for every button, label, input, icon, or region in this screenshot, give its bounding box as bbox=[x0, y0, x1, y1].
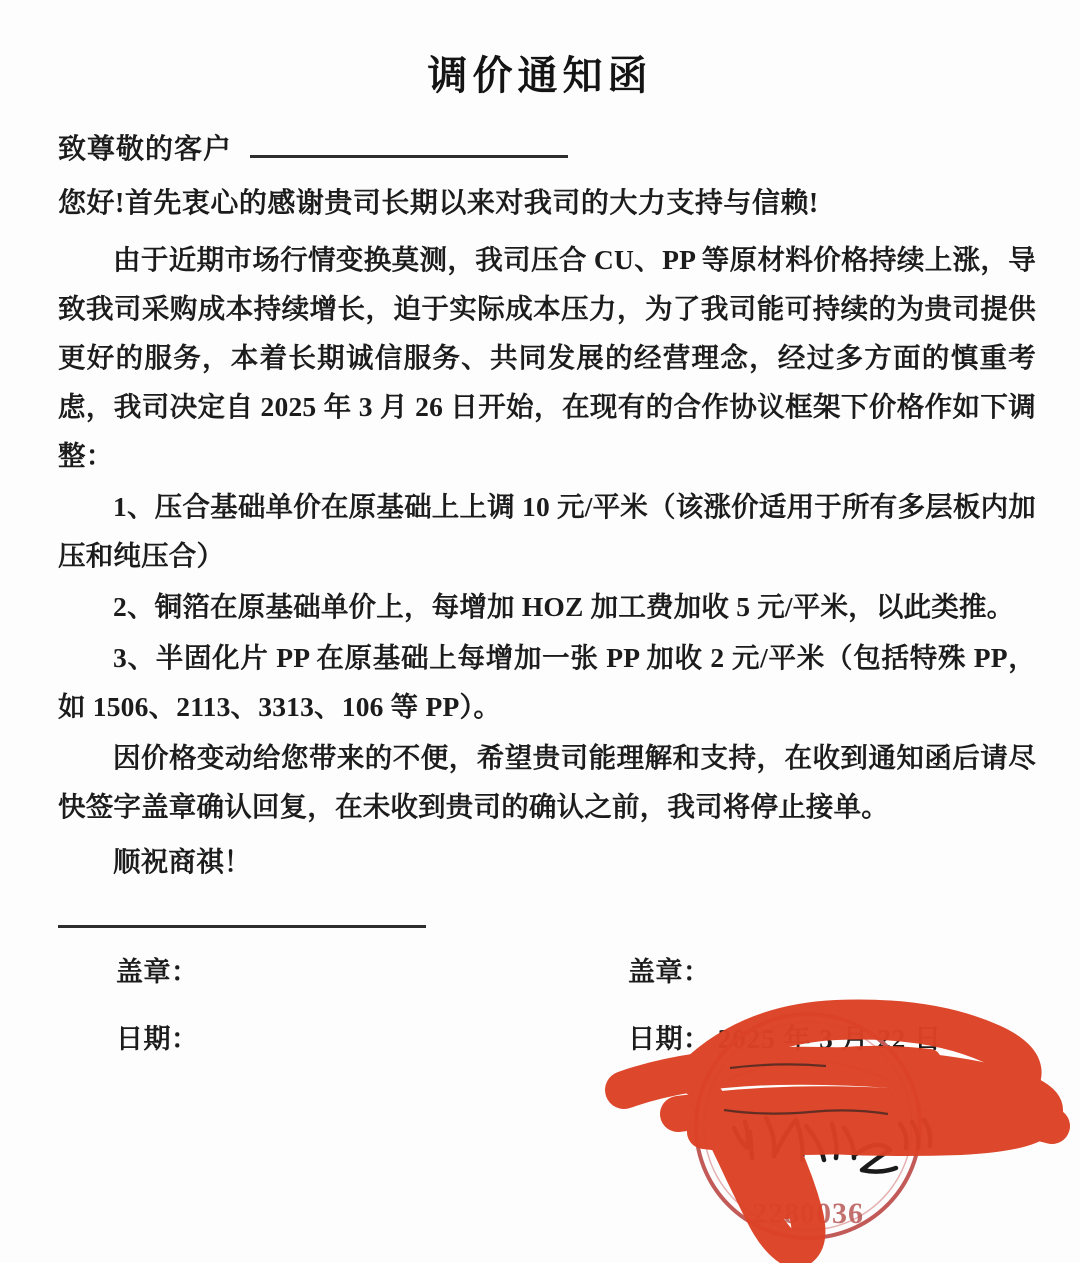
adjustment-item-1: 1、压合基础单价在原基础上上调 10 元/平米（该涨价适用于所有多层板内加压和纯压合） bbox=[58, 491, 1036, 571]
issuer-seal-row bbox=[628, 950, 1036, 989]
page-title: 调价通知函 bbox=[427, 53, 653, 98]
customer-seal-row bbox=[116, 950, 628, 989]
issuer-date-value: 2025 年 3 月 22 日 bbox=[717, 1023, 942, 1054]
svg-text:2280036: 2280036 bbox=[752, 1197, 864, 1230]
customer-date-row bbox=[116, 1017, 628, 1056]
seal-number-text bbox=[752, 1197, 864, 1230]
reason-paragraph: 由于近期市场行情变换莫测，我司压合 CU、PP 等原材料价格持续上涨，导致我司采购成本持续增长，迫于实际成本压力，为了我司能可持续的为贵司提供更好的服务，本着长期诚信服务、共同发展的经营理念，经过多方面的慎重考虑，我司决定自 2025 年 3 月 26 日开始，在现有的合作协议框架下价格作如下调整： bbox=[58, 244, 1036, 472]
signature-divider-rule bbox=[58, 925, 426, 928]
adjustment-item-3: 3、半固化片 PP 在原基础上每增加一张 PP 加收 2 元/平米（包括特殊 PP，如 1506、2113、3313、106 等 PP）。 bbox=[58, 641, 1036, 722]
greeting-line: 您好!首先衷心的感谢贵司长期以来对我司的大力支持与信赖! bbox=[58, 188, 819, 219]
adjustment-item-2: 2、铜箔在原基础单价上，每增加 HOZ 加工费加收 5 元/平米，以此类推。 bbox=[113, 590, 1015, 622]
customer-seal-label: 盖章： bbox=[116, 956, 199, 987]
salutation-label: 致尊敬的客户 bbox=[58, 134, 233, 165]
issuer-date-label: 日期： bbox=[628, 1023, 711, 1054]
closing-paragraph: 因价格变动给您带来的不便，希望贵司能理解和支持，在收到通知函后请尽快签字盖章确认回复，在未收到贵司的确认之前，我司将停止接单。 bbox=[58, 741, 1036, 822]
customer-name-blank-line[interactable] bbox=[250, 155, 568, 158]
document-body bbox=[0, 127, 1080, 887]
issuer-seal-label: 盖章： bbox=[628, 956, 711, 987]
seal-inner-text bbox=[728, 1061, 888, 1080]
signature-block bbox=[0, 950, 1080, 1056]
handwritten-signature bbox=[734, 1118, 930, 1172]
salutation-row bbox=[58, 127, 1036, 167]
customer-date-label: 日期： bbox=[116, 1023, 199, 1054]
signature-column-customer bbox=[116, 950, 628, 1056]
signature-column-issuer bbox=[628, 950, 1036, 1056]
regards-line: 顺祝商祺！ bbox=[113, 845, 252, 877]
scribble-gap-marks bbox=[724, 1064, 888, 1114]
issuer-date-row bbox=[628, 1017, 1036, 1056]
